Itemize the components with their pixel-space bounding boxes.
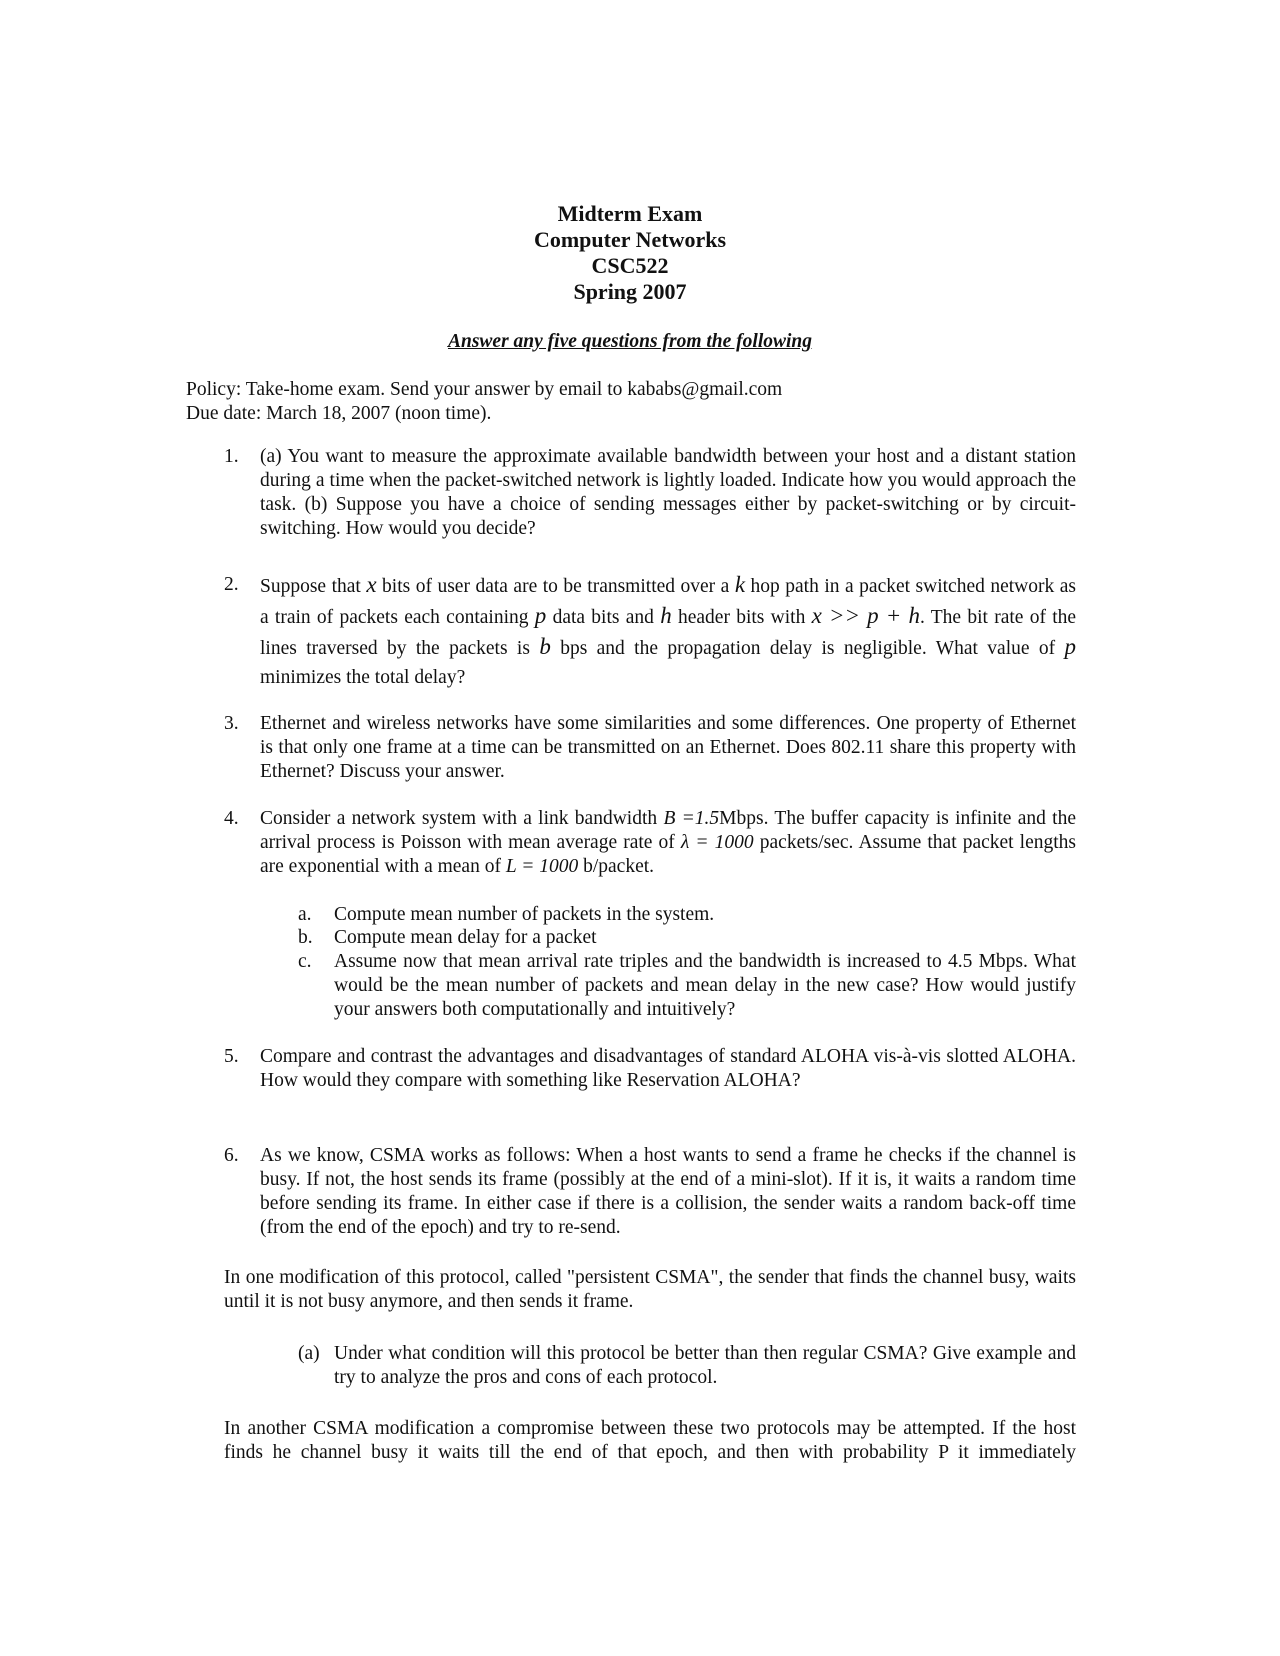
question-4: [224, 807, 1076, 879]
exam-title: Midterm Exam: [557, 201, 703, 226]
part-label: (a): [298, 1343, 320, 1364]
course-name: Computer Networks: [533, 227, 727, 252]
question-number: 5.: [224, 1046, 239, 1067]
question-text: Compare and contrast the advantages and disadvantages of standard ALOHA vis-à-vis slotted ALOHA. How would they compare with something like Reservation ALOHA?: [260, 1046, 1076, 1091]
question-6-part-a: [298, 1342, 1076, 1390]
text-fragment: data bits and: [552, 607, 654, 628]
question-text: As we know, CSMA works as follows: When a host wants to send a frame he checks if the channel is busy. If not, the host sends its frame (possibly at the end of a mini-slot). If it is, it waits a random time before sending its frame. In either case if there is a collision, the sender waits a random back-off time (from the end of the epoch) and try to re-send.: [260, 1145, 1076, 1238]
text-fragment: b/packet.: [583, 856, 655, 877]
text-fragment: header bits with: [677, 607, 806, 628]
question-text: [260, 570, 1076, 692]
part-text: Under what condition will this protocol be better than then regular CSMA? Give example and try to analyze the pros and cons of each protocol.: [334, 1343, 1076, 1388]
question-5: [224, 1045, 1076, 1093]
question-text: Ethernet and wireless networks have some similarities and some differences. One property of Ethernet is that only one frame at a time can be transmitted on an Ethernet. Does 802.11 share this property with Ethernet? Discuss your answer.: [260, 713, 1076, 782]
text-fragment: packets/sec. Assume that packet lengths are exponential with a mean of: [260, 832, 1077, 877]
question-number: 6.: [224, 1145, 239, 1166]
math-variable: p: [534, 603, 547, 628]
part-label: a.: [298, 904, 312, 925]
question-number: 4.: [224, 808, 239, 829]
part-label: b.: [298, 927, 313, 948]
question-number: 1.: [224, 446, 239, 467]
question-number: 2.: [224, 574, 239, 595]
question-1: [224, 445, 1076, 541]
policy-line: Policy: Take-home exam. Send your answer by email to kababs@gmail.com: [186, 379, 783, 400]
text-fragment: bits of user data are to be transmitted over a: [382, 576, 730, 597]
question-text: (a) You want to measure the approximate available bandwidth between your host and a distant station during a time when the packet-switched network is lightly loaded. Indicate how you would approach the task. (b) Suppose you have a choice of sending messages either by packet-switching or by circuit-switching. How would you decide?: [260, 446, 1076, 539]
math-expression: B =1.5: [663, 808, 720, 829]
math-variable: k: [734, 572, 746, 597]
question-6-paragraph-2: In another CSMA modification a compromise between these two protocols may be attempted. If the host finds he channel busy it waits till the end of that epoch, and then with probability P it immediately: [224, 1418, 1076, 1463]
question-2: [224, 570, 1076, 692]
course-code: CSC522: [591, 253, 669, 278]
text-fragment: Consider a network system with a link bandwidth: [260, 808, 658, 829]
text-fragment: hop path in a packet switched network as a train of packets each containing: [260, 576, 1076, 628]
text-fragment: bps and the propagation delay is negligible. What value of: [560, 638, 1056, 659]
math-variable: b: [539, 634, 551, 659]
due-date-line: Due date: March 18, 2007 (noon time).: [186, 403, 492, 424]
exam-term: Spring 2007: [573, 279, 687, 304]
math-expression: x >> p + h: [811, 603, 920, 628]
question-6-paragraph-1: In one modification of this protocol, called "persistent CSMA", the sender that finds the channel busy, waits until it is not busy anymore, and then sends it frame.: [224, 1267, 1076, 1312]
math-variable: p: [1064, 634, 1077, 659]
question-text: [260, 807, 1076, 879]
question-6: [224, 1144, 1076, 1240]
math-expression: L = 1000: [505, 856, 579, 877]
part-text: Compute mean delay for a packet: [334, 927, 597, 948]
question-number: 3.: [224, 713, 239, 734]
text-fragment: Mbps. The buffer capacity is infinite and the arrival process is Poisson with mean average rate of: [260, 808, 1076, 853]
math-variable: x: [366, 572, 377, 597]
math-expression: λ = 1000: [680, 832, 754, 853]
part-text: Compute mean number of packets in the system.: [334, 904, 715, 925]
question-3: [224, 712, 1076, 784]
question-4-part-b: [298, 926, 1076, 950]
part-text: Assume now that mean arrival rate triples and the bandwidth is increased to 4.5 Mbps. What would be the mean number of packets and mean delay in the new case? How would justify your answers both computationally and intuitively?: [334, 951, 1076, 1020]
exam-instruction: Answer any five questions from the following: [447, 331, 813, 352]
math-variable: h: [660, 603, 672, 628]
exam-header: [0, 201, 1260, 305]
question-4-part-c: [298, 950, 1076, 1022]
text-fragment: minimizes the total delay?: [260, 667, 466, 688]
exam-policy: [186, 378, 1086, 426]
question-4-part-a: [298, 903, 1076, 927]
text-fragment: . The bit rate of the lines traversed by the packets is: [260, 607, 1077, 659]
part-label: c.: [298, 951, 312, 972]
text-fragment: Suppose that: [260, 576, 361, 597]
